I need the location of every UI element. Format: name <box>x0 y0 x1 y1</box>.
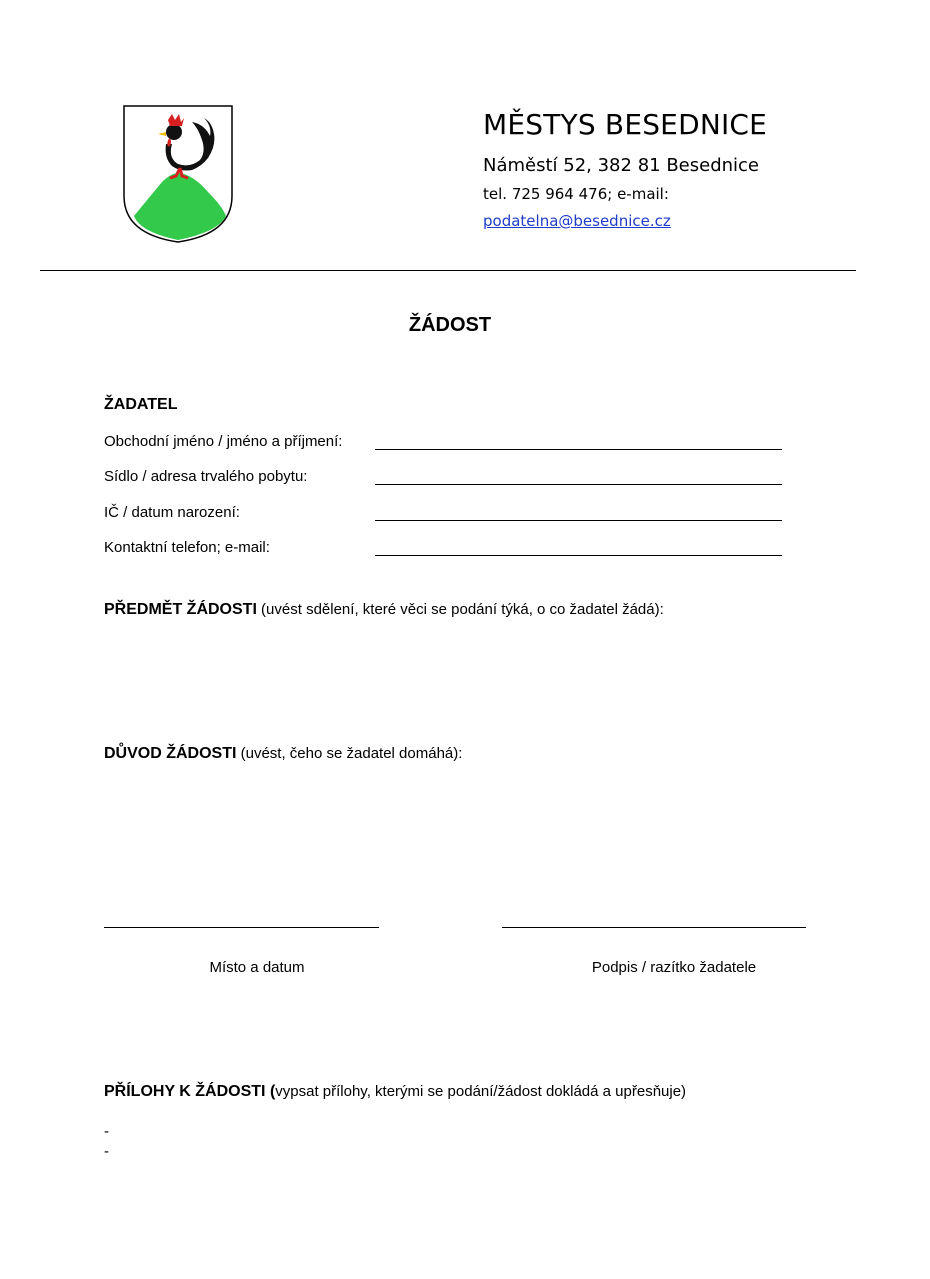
field-label-address: Sídlo / adresa trvalého pobytu: <box>104 468 308 485</box>
document-title: ŽÁDOST <box>408 314 492 336</box>
attachments-heading-text: PŘÍLOHY K ŽÁDOSTI ( <box>104 1083 276 1100</box>
coat-of-arms-logo <box>122 104 236 244</box>
attachments-note: vypsat přílohy, kterými se podání/žádost dokládá a upřesňuje) <box>275 1083 687 1100</box>
reason-heading-text: DŮVOD ŽÁDOSTI <box>104 745 237 762</box>
field-line-id[interactable] <box>375 520 782 521</box>
field-label-contact: Kontaktní telefon; e-mail: <box>104 539 270 556</box>
reason-heading <box>104 745 462 763</box>
subject-heading-text: PŘEDMĚT ŽÁDOSTI <box>104 601 257 618</box>
municipality-contact: tel. 725 964 476; e-mail: <box>483 185 669 203</box>
field-label-id: IČ / datum narození: <box>104 504 240 521</box>
attachments-heading <box>104 1083 686 1101</box>
reason-note: (uvést, čeho se žadatel domáhá): <box>236 745 463 762</box>
attachment-item: - <box>104 1143 109 1160</box>
signature-label: Podpis / razítko žadatele <box>591 959 757 976</box>
attachment-item: - <box>104 1123 109 1140</box>
subject-note: (uvést sdělení, které věci se podání týká, o co žadatel žádá): <box>256 601 664 618</box>
field-line-name[interactable] <box>375 449 782 450</box>
field-line-address[interactable] <box>375 484 782 485</box>
subject-heading <box>104 601 664 619</box>
municipality-address: Náměstí 52, 382 81 Besednice <box>483 155 759 176</box>
place-date-label: Místo a datum <box>209 959 305 976</box>
header-divider <box>40 270 856 271</box>
field-label-name: Obchodní jméno / jméno a příjmení: <box>104 433 343 450</box>
place-date-line[interactable] <box>104 927 379 928</box>
municipality-name: MĚSTYS BESEDNICE <box>483 108 768 141</box>
field-line-contact[interactable] <box>375 555 782 556</box>
applicant-heading: ŽADATEL <box>104 396 178 413</box>
municipality-email-link[interactable]: podatelna@besednice.cz <box>483 212 671 230</box>
signature-line[interactable] <box>502 927 806 928</box>
